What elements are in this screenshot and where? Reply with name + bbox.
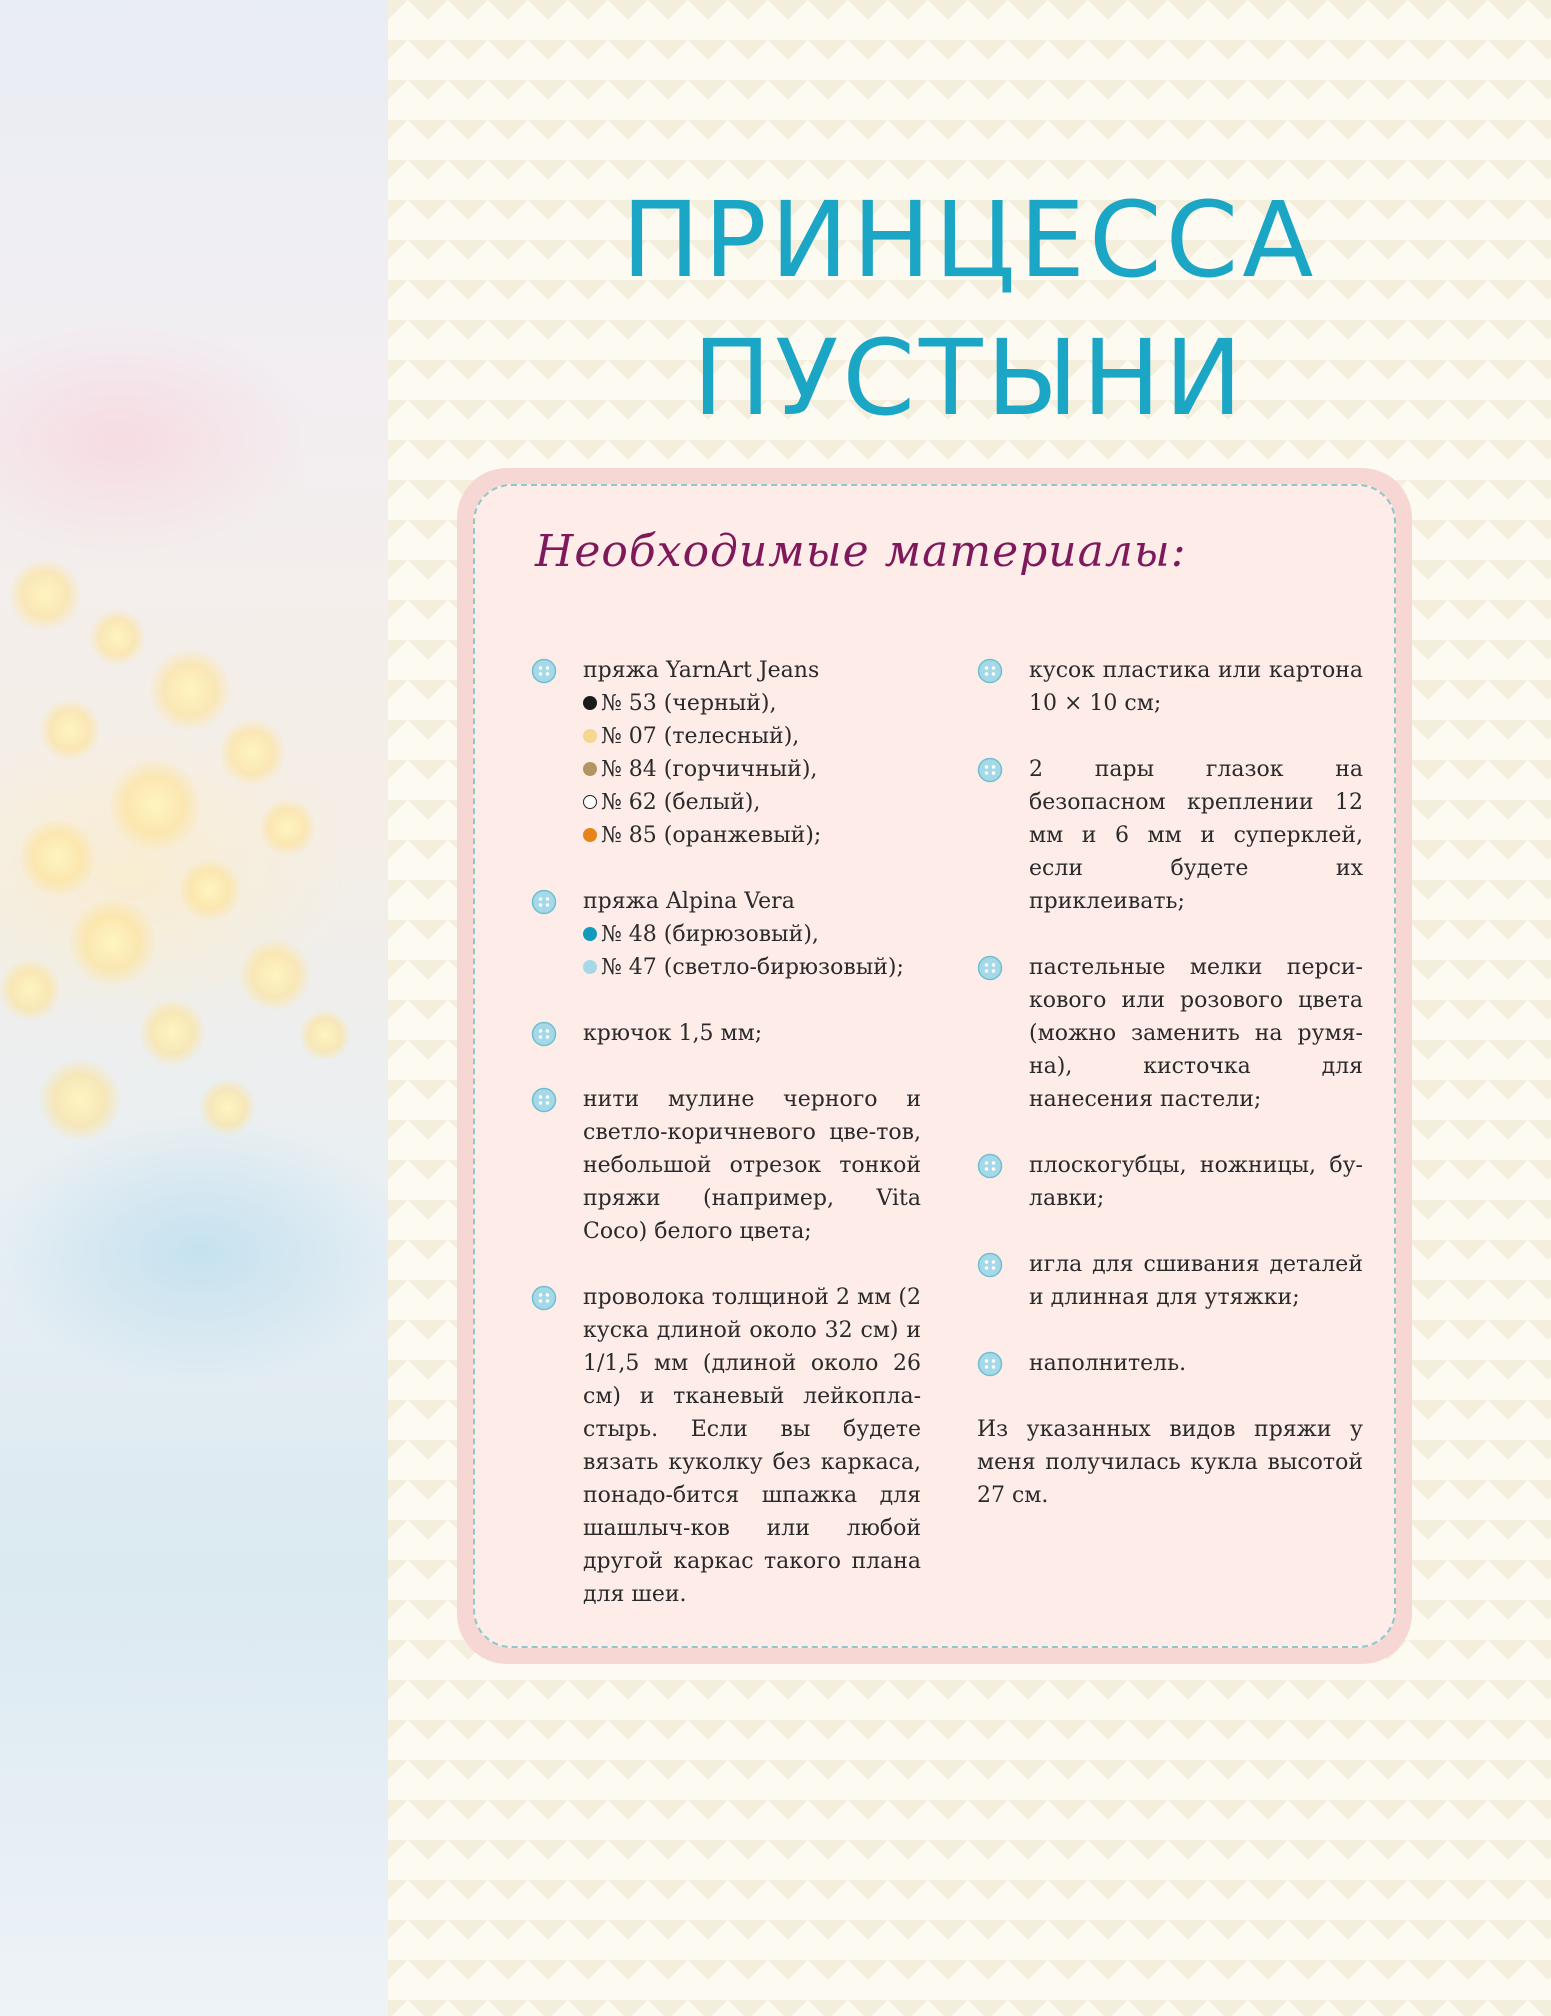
button-icon bbox=[977, 1252, 1003, 1278]
color-swatch-icon bbox=[583, 729, 597, 743]
color-swatch-icon bbox=[583, 960, 597, 974]
material-text: плоскогубцы, ножницы, бу-лавки; bbox=[1029, 1153, 1363, 1211]
title-line-1: ПРИНЦЕССА bbox=[621, 179, 1318, 302]
material-item-eyes bbox=[977, 753, 1363, 918]
button-icon bbox=[531, 1021, 557, 1047]
title-line-2: ПУСТЫНИ bbox=[692, 317, 1247, 440]
materials-note: Из указанных видов пряжи у меня получилась кукла высотой 27 см. bbox=[977, 1417, 1363, 1508]
material-text: пряжа YarnArt Jeans bbox=[583, 658, 820, 683]
material-item-hook bbox=[531, 1017, 921, 1050]
yarn-color-label: № 85 (оранжевый); bbox=[601, 823, 822, 848]
material-text: кусок пластика или картона 10 × 10 см; bbox=[1029, 658, 1363, 716]
material-item-threads bbox=[531, 1083, 921, 1248]
background-photo bbox=[0, 0, 388, 2016]
color-swatch-icon bbox=[583, 696, 597, 710]
materials-left-column bbox=[531, 654, 921, 1644]
material-text: игла для сшивания деталей и длинная для утяжки; bbox=[1029, 1252, 1363, 1310]
color-swatch-icon bbox=[583, 828, 597, 842]
button-icon bbox=[977, 658, 1003, 684]
material-text: пряжа Alpina Vera bbox=[583, 889, 795, 914]
color-swatch-icon bbox=[583, 927, 597, 941]
material-text: нити мулине черного и светло-коричневого цве-тов, небольшой отрезок тонкой пряжи (например, Vita Coco) белого цвета; bbox=[583, 1087, 921, 1244]
yarn-color-label: № 53 (черный), bbox=[601, 691, 777, 716]
material-text: крючок 1,5 мм; bbox=[583, 1021, 763, 1046]
material-item-filler bbox=[977, 1347, 1363, 1380]
button-icon bbox=[977, 1153, 1003, 1179]
yarn-color-label: № 84 (горчичный), bbox=[601, 757, 818, 782]
material-text: пастельные мелки перси-кового или розового цвета (можно заменить на румя-на), кисточка для нанесения пастели; bbox=[1029, 955, 1363, 1112]
materials-heading: Необходимые материалы: bbox=[535, 526, 1187, 577]
button-icon bbox=[531, 1285, 557, 1311]
button-icon bbox=[531, 658, 557, 684]
yarn-color-label: № 07 (телесный), bbox=[601, 724, 800, 749]
yarn-color-label: № 48 (бирюзовый), bbox=[601, 922, 819, 947]
materials-card bbox=[457, 468, 1412, 1664]
button-icon bbox=[977, 757, 1003, 783]
page-title bbox=[388, 171, 1551, 447]
material-item-pastels bbox=[977, 951, 1363, 1116]
button-icon bbox=[531, 889, 557, 915]
materials-right-column bbox=[977, 654, 1363, 1512]
button-icon bbox=[531, 1087, 557, 1113]
color-swatch-icon bbox=[583, 762, 597, 776]
color-swatch-icon bbox=[583, 795, 597, 809]
material-item-yarnart bbox=[531, 654, 921, 852]
material-text: 2 пары глазок на безопасном креплении 12 мм и 6 мм и суперклей, если будете их приклеивать; bbox=[1029, 757, 1363, 914]
material-text: наполнитель. bbox=[1029, 1351, 1187, 1376]
materials-card-inner bbox=[473, 484, 1396, 1648]
material-item-needles bbox=[977, 1248, 1363, 1314]
yarn-color-label: № 47 (светло-бирюзовый); bbox=[601, 955, 904, 980]
button-icon bbox=[977, 1351, 1003, 1377]
button-icon bbox=[977, 955, 1003, 981]
material-item-plastic bbox=[977, 654, 1363, 720]
material-item-tools bbox=[977, 1149, 1363, 1215]
material-item-wire bbox=[531, 1281, 921, 1611]
yarn-color-label: № 62 (белый), bbox=[601, 790, 761, 815]
material-text: проволока толщиной 2 мм (2 куска длиной около 32 см) и 1/1,5 мм (длиной около 26 см) и тканевый лейкопла-стырь. Если вы будете вязать куколку без каркаса, понадо-бится шпажка для шашлыч-ков или любой другой каркас такого плана для шеи. bbox=[583, 1285, 921, 1607]
material-item-alpina bbox=[531, 885, 921, 984]
